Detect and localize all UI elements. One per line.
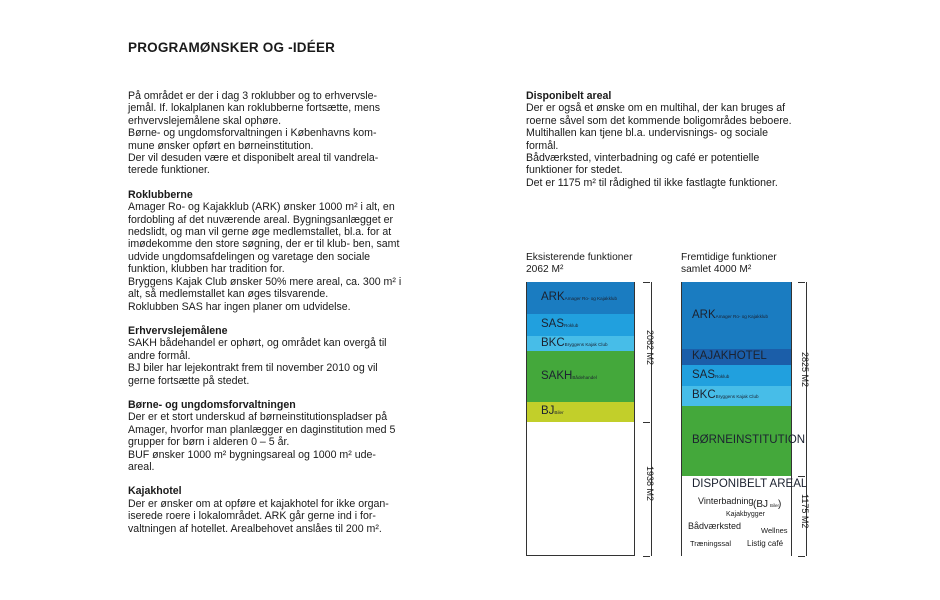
bar-segment-label	[692, 310, 768, 322]
section-heading: Erhvervslejemålene	[128, 324, 228, 337]
intro-section	[128, 90, 403, 177]
segment-name: ARK	[541, 291, 565, 303]
paragraph: Roklubben SAS har ingen planer om udvidelse.	[128, 300, 351, 313]
segment-name: BØRNEINSTITUTION	[692, 434, 806, 446]
free-label: Kajakbygger	[726, 511, 765, 518]
bar-segment-label	[541, 406, 564, 418]
paragraph: BJ biler har lejekontrakt frem til november 2010 og vil gerne fortsætte på stedet.	[128, 362, 378, 387]
free-label: Listig café	[747, 539, 784, 548]
bar-segment-børneinstitution	[682, 406, 806, 476]
segment-name: SAS	[692, 368, 716, 381]
buf-section	[128, 399, 403, 473]
paragraph: Der vil desuden være et disponibelt areal til vandrela- terede funktioner.	[128, 152, 379, 177]
dimension-label: 2062 M2	[645, 330, 655, 366]
segment-sublabel: Biler	[554, 410, 564, 415]
kajakhotel-section	[128, 485, 403, 535]
bar-segment-label	[692, 479, 807, 490]
segment-sublabel: Bryggens Kajak Club	[715, 394, 759, 399]
bar-segment-label	[541, 292, 617, 304]
page-title: PROGRAMØNSKER OG -IDÉER	[128, 40, 336, 55]
paragraph: Der er et stort underskud af børneinstitutionspladser på Amager, hvorfor man planlægger en daginstitution med 5 grupper for børn i alderen 0 – 5 år.	[128, 411, 396, 449]
free-label: Biler	[770, 503, 780, 508]
dimension-tick	[798, 476, 805, 477]
dimension-label: 2825 M2	[800, 352, 810, 388]
dimension-tick	[643, 422, 650, 423]
paragraph: BUF ønsker 1000 m² bygningsareal og 1000 m² ude- areal.	[128, 448, 376, 473]
erhvervslejemaalene-section	[128, 325, 403, 387]
bar-segment-label	[541, 371, 597, 383]
bar-segment-label	[692, 370, 729, 382]
segment-name: SAKH	[541, 369, 573, 382]
bar-segment-sas	[527, 314, 634, 336]
free-label: )	[778, 499, 782, 510]
segment-name: DISPONIBELT AREAL	[692, 478, 808, 490]
bar-segment-label	[692, 390, 759, 402]
free-label: Træningssal	[690, 539, 731, 548]
free-label: (BJ	[753, 499, 768, 510]
segment-name: KAJAKHOTEL	[692, 350, 767, 362]
paragraph: På området er der i dag 3 roklubber og to erhvervsle- jemål. If. lokalplanen kan roklubberne fortsætte, mens erhvervslejemålene skal ophøre.	[128, 90, 381, 127]
chart-subtitle-line: samlet 4000 M²	[681, 264, 752, 275]
segment-sublabel: Roklub	[715, 373, 730, 379]
section-heading: Børne- og ungdomsforvaltningen	[128, 398, 296, 411]
bar-segment-label	[692, 351, 767, 362]
right-text-column	[526, 90, 801, 201]
dimension-label: 1175 M2	[800, 494, 810, 529]
left-text-column	[128, 90, 403, 547]
paragraph: Amager Ro- og Kajakklub (ARK) ønsker 1000 m² i alt, en fordobling af det nuværende areal. Bygningsanlægget er nedslidt, og man vil gerne øge medlemstallet, bl.a. for at imødekomme den store søgning, der er til klub- ben, samt udvide ungdomsafdelingen og varetage den sociale funktion, klubben har tradition for.	[128, 201, 400, 276]
dimension-line	[651, 282, 652, 556]
paragraph: Bryggens Kajak Club ønsker 50% mere areal, ca. 300 m² i alt, så medlemstallet kan øges tilsvarende.	[128, 275, 402, 301]
dimension-tick	[798, 556, 805, 557]
chart-title-line: Fremtidige funktioner	[681, 252, 777, 263]
segment-name: BJ	[541, 405, 555, 417]
bar-segment-bkc	[527, 336, 634, 351]
paragraph: Det er 1175 m² til rådighed til ikke fastlagte funktioner.	[526, 176, 778, 189]
paragraph: Der er ønsker om at opføre et kajakhotel for ikke organ- iserede roere i lokalområdet. ARK går gerne ind i for- valtningen af hotellet. Arealbehovet anslåes til 200 m².	[128, 497, 389, 535]
segment-sublabel: Amager Ro- og Kajakklub	[715, 313, 768, 319]
segment-name: SAS	[541, 318, 565, 330]
bar-segment-label	[541, 319, 578, 331]
disponibelt-section	[526, 90, 801, 189]
roklubberne-section	[128, 189, 403, 313]
paragraph: SAKH bådehandel er ophørt, og området kan overgå til andre formål.	[128, 337, 387, 362]
section-heading: Kajakhotel	[128, 485, 182, 498]
bar-segment-bj	[527, 402, 634, 422]
segment-name: BKC	[692, 389, 716, 401]
chart-title-line: Eksisterende funktioner	[526, 252, 633, 263]
bar-segment-ark	[527, 282, 634, 314]
dimension-label: 1938 M2	[645, 466, 655, 502]
chart-future-title	[681, 252, 777, 276]
free-label: Bådværksted	[688, 521, 742, 531]
bar-segment-label	[692, 435, 805, 446]
dimension-tick	[643, 556, 650, 557]
bar-segment-ark	[682, 282, 791, 349]
bar-segment-kajakhotel	[682, 349, 791, 365]
segment-name: BKC	[541, 337, 565, 349]
dimension-tick	[643, 282, 650, 283]
chart-existing-title	[526, 252, 632, 276]
section-heading: Roklubberne	[128, 188, 193, 201]
bar-segment-sakh	[527, 351, 634, 402]
free-label: Wellnes	[761, 526, 788, 535]
segment-sublabel: Bådehandel	[572, 374, 597, 380]
bar-segment-bkc	[682, 386, 791, 406]
paragraph: Bådværksted, vinterbadning og café er potentielle funktioner for stedet.	[526, 152, 760, 177]
bar-segment-sas	[682, 365, 791, 386]
segment-sublabel: Roklub	[564, 323, 579, 328]
paragraph: Børne- og ungdomsforvaltningen i Københavns kom- mune ønsker opført en børneinstitution.	[128, 127, 377, 152]
segment-sublabel: Bryggens Kajak Club	[564, 342, 608, 347]
section-heading: Disponibelt areal	[526, 90, 612, 102]
segment-sublabel: Amager Ro- og Kajakklub	[564, 296, 617, 301]
paragraph: Der er også et ønske om en multihal, der kan bruges af roerne såvel som det kommende boligområdes beboere. Multihallen kan tjene bl.a. undervisnings- og sociale formål.	[526, 102, 792, 152]
segment-name: ARK	[692, 308, 716, 321]
free-label: Vinterbadning	[698, 496, 754, 506]
bar-segment-label	[541, 338, 608, 350]
dimension-tick	[798, 282, 805, 283]
chart-subtitle-line: 2062 M²	[526, 264, 564, 275]
